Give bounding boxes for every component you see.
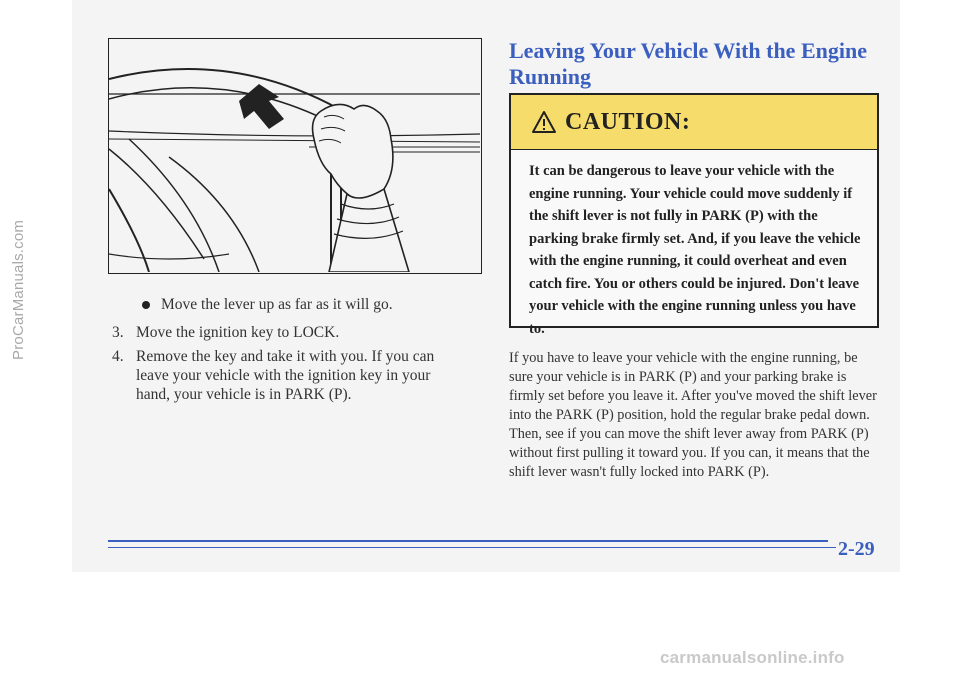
illustration-svg [109, 39, 480, 272]
footer-rule-top [108, 540, 828, 542]
shift-lever-illustration [108, 38, 482, 274]
footer-rule-bottom [108, 547, 836, 548]
step-number: 3. [112, 324, 124, 341]
caution-title: CAUTION: [565, 108, 691, 135]
footer-logo: carmanualsonline.info [660, 648, 845, 667]
step-4 [112, 347, 462, 407]
body-paragraph: If you have to leave your vehicle with the engine running, be sure your vehicle is in PARK (P) and your parking brake is firmly set before you leave it. After you've moved the shift lever into the PARK (P) position, hold the regular brake pedal down. Then, see if you can move the shift lever away from PARK (P) without first pulling it toward you. If you can, it means that the shift lever wasn't fully locked into PARK (P). [509, 350, 877, 480]
caution-box [509, 93, 879, 337]
bullet-item [142, 296, 393, 314]
bullet-icon [142, 301, 150, 309]
caution-body: It can be dangerous to leave your vehicle with the engine running. Your vehicle could move suddenly if the shift lever is not fully in PARK (P) with the parking brake firmly set. And, if you leave the vehicle with the engine running, it could overheat and even catch fire. You or others could be injured. Don't leave your vehicle with the engine running unless you have to. [529, 163, 861, 337]
watermark: ProCarManuals.com [10, 219, 27, 360]
page-number: 2-29 [838, 538, 875, 560]
caution-header [511, 95, 877, 150]
step-text: Move the ignition key to LOCK. [136, 324, 340, 341]
warning-triangle-icon [531, 110, 557, 134]
step-3 [112, 323, 462, 343]
section-heading: Leaving Your Vehicle With the Engine Running [509, 38, 867, 89]
step-text: Remove the key and take it with you. If you can leave your vehicle with the ignition key in your hand, your vehicle is in PARK (P). [136, 348, 435, 403]
bullet-text: Move the lever up as far as it will go. [161, 296, 393, 313]
step-number: 4. [112, 348, 124, 365]
